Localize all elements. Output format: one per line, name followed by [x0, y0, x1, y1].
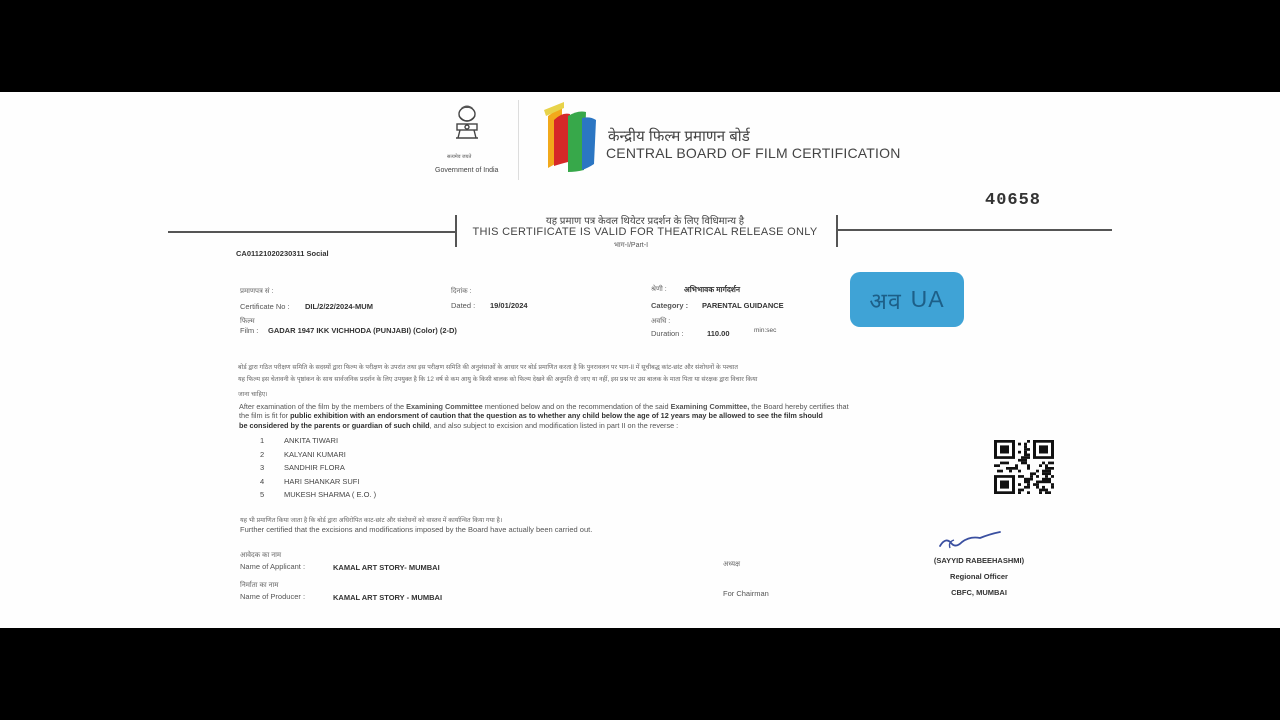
- film-value: GADAR 1947 IKK VICHHODA (PUNJABI) (Color) (2-D): [268, 326, 457, 335]
- eng-line2-b: public exhibition with an endorsment of caution that the question as to whether any child below the age of 12 years may be allowed to see the film should: [290, 411, 823, 420]
- validity-bracket-right: [836, 215, 838, 247]
- duration-value: 110.00: [707, 329, 730, 338]
- duration-label: Duration :: [651, 329, 684, 338]
- dated-hindi: दिनांक :: [451, 288, 472, 295]
- signatory-office: CBFC, MUMBAI: [951, 588, 1007, 597]
- english-para-line3: [239, 421, 678, 430]
- part-label: भाग-I/Part-I: [614, 242, 649, 249]
- validity-english: THIS CERTIFICATE IS VALID FOR THEATRICAL RELEASE ONLY: [472, 226, 818, 238]
- hindi-para-line2: यह फिल्म इस चेतावनी के पृष्ठांकन के साथ सार्वजनिक प्रदर्शन के लिए उपयुक्त है कि 12 वर्ष से कम आयु के किसी बालक को फिल्म देखने की अनुमति दी जाए या नहीं, इस प्रश्न पर उस बालक के माता पिता या संरक्षक द्वारा विचार किया: [238, 376, 758, 383]
- ua-rating-badge: [850, 272, 964, 327]
- english-para-line1: [239, 402, 849, 411]
- header-divider: [518, 100, 519, 180]
- qr-code-icon: [994, 440, 1054, 494]
- national-emblem-icon: [448, 104, 486, 152]
- producer-value: KAMAL ART STORY - MUMBAI: [333, 593, 443, 602]
- chairman-label: For Chairman: [723, 589, 769, 598]
- cbfc-logo-icon: [544, 102, 600, 178]
- signatory-name: (SAYYID RABEEHASHMI): [933, 556, 1025, 565]
- eng-line1-a: After examination of the film by the members of the: [239, 402, 407, 411]
- applicant-label: Name of Applicant :: [240, 562, 306, 571]
- film-label: Film :: [240, 326, 259, 335]
- dated-label: Dated :: [451, 301, 476, 310]
- list-item: 5 MUKESH SHARMA ( E.O. ): [260, 490, 377, 499]
- hindi-para-line1: बोर्ड द्वारा गठित परीक्षण समिति के सदस्यों द्वारा फिल्म के परीक्षण के उपरांत तथा इस परीक्षण समिति की अनुशंसाओं के आधार पर बोर्ड प्रमाणित करता है कि पुनरावलन पर भाग-II में सूचीबद्ध कांट-छांट और संशोधनों के पश्चात: [238, 364, 738, 371]
- eng-line1-c: mentioned below and on the recommendation of the said: [482, 402, 671, 411]
- chairman-hindi: अध्यक्ष: [723, 561, 741, 568]
- english-para-line2: [239, 411, 823, 420]
- list-item: 3 SANDHIR FLORA: [260, 463, 345, 472]
- hindi-para-line3: जाना चाहिए।: [238, 391, 268, 398]
- category-value: PARENTAL GUIDANCE: [702, 301, 784, 310]
- applicant-value: KAMAL ART STORY- MUMBAI: [333, 563, 440, 572]
- list-item: 2 KALYANI KUMARI: [260, 449, 346, 459]
- emblem-caption: सत्यमेव जयते: [447, 154, 472, 160]
- signatory-title: Regional Officer: [950, 572, 1008, 581]
- validity-bracket-left: [455, 215, 457, 247]
- category-hindi: श्रेणी :: [651, 286, 667, 293]
- certificate-no-value: DIL/2/22/2024-MUM: [305, 302, 373, 311]
- eng-line3-a: be considered by the parents or guardian of such child: [239, 421, 430, 430]
- category-hindi-value: अभिभावक मार्गदर्शन: [684, 285, 741, 294]
- certificate-no-label: Certificate No :: [240, 302, 290, 311]
- validity-rule-left: [168, 231, 455, 233]
- applicant-hindi: आवेदक का नाम: [240, 552, 282, 559]
- eng-line1-b: Examining Committee: [406, 402, 483, 411]
- eng-line3-b: , and also subject to excision and modification listed in part II on the reverse :: [429, 421, 679, 430]
- duration-unit: min:sec: [754, 327, 777, 334]
- producer-hindi: निर्माता का नाम: [240, 582, 279, 589]
- serial-number: 40658: [985, 191, 1042, 210]
- eng-line1-d: Examining Committee,: [670, 402, 750, 411]
- eng-line1-e: the Board hereby certifies that: [749, 402, 849, 411]
- producer-label: Name of Producer :: [240, 592, 306, 601]
- certificate: [0, 92, 1280, 628]
- list-item: 4 HARI SHANKAR SUFI: [260, 476, 360, 486]
- badge-english: UA: [910, 286, 945, 312]
- board-name-english: CENTRAL BOARD OF FILM CERTIFICATION: [606, 145, 901, 161]
- eng-line2-a: the film is fit for: [239, 411, 291, 420]
- duration-hindi: अवधि :: [651, 318, 671, 325]
- film-hindi: फिल्म: [240, 318, 255, 325]
- validity-rule-right: [838, 229, 1112, 231]
- list-item: 1 ANKITA TIWARI: [260, 436, 339, 445]
- govt-label: Government of India: [435, 167, 499, 174]
- dated-value: 19/01/2024: [490, 301, 528, 310]
- validity-hindi: यह प्रमाण पत्र केवल थियेटर प्रदर्शन के लिए विधिमान्य है: [545, 216, 745, 227]
- board-name-hindi: केन्द्रीय फिल्म प्रमाणन बोर्ड: [608, 128, 750, 145]
- committee-members-list: [260, 436, 376, 504]
- further-english: Further certified that the excisions and modifications imposed by the Board have actually been carried out.: [240, 525, 593, 534]
- reference-code: CA01121020230311 Social: [236, 249, 329, 258]
- category-label: Category :: [651, 301, 689, 310]
- further-hindi: यह भी प्रमाणित किया जाता है कि बोर्ड द्वारा अधिरोपित काट-छांट और संशोधनों को वास्तव में कार्यान्वित किया गया है।: [240, 517, 503, 524]
- certificate-no-hindi: प्रमाणपत्र सं :: [240, 288, 274, 295]
- badge-hindi: अव: [869, 287, 902, 314]
- signature-icon: [936, 528, 1004, 552]
